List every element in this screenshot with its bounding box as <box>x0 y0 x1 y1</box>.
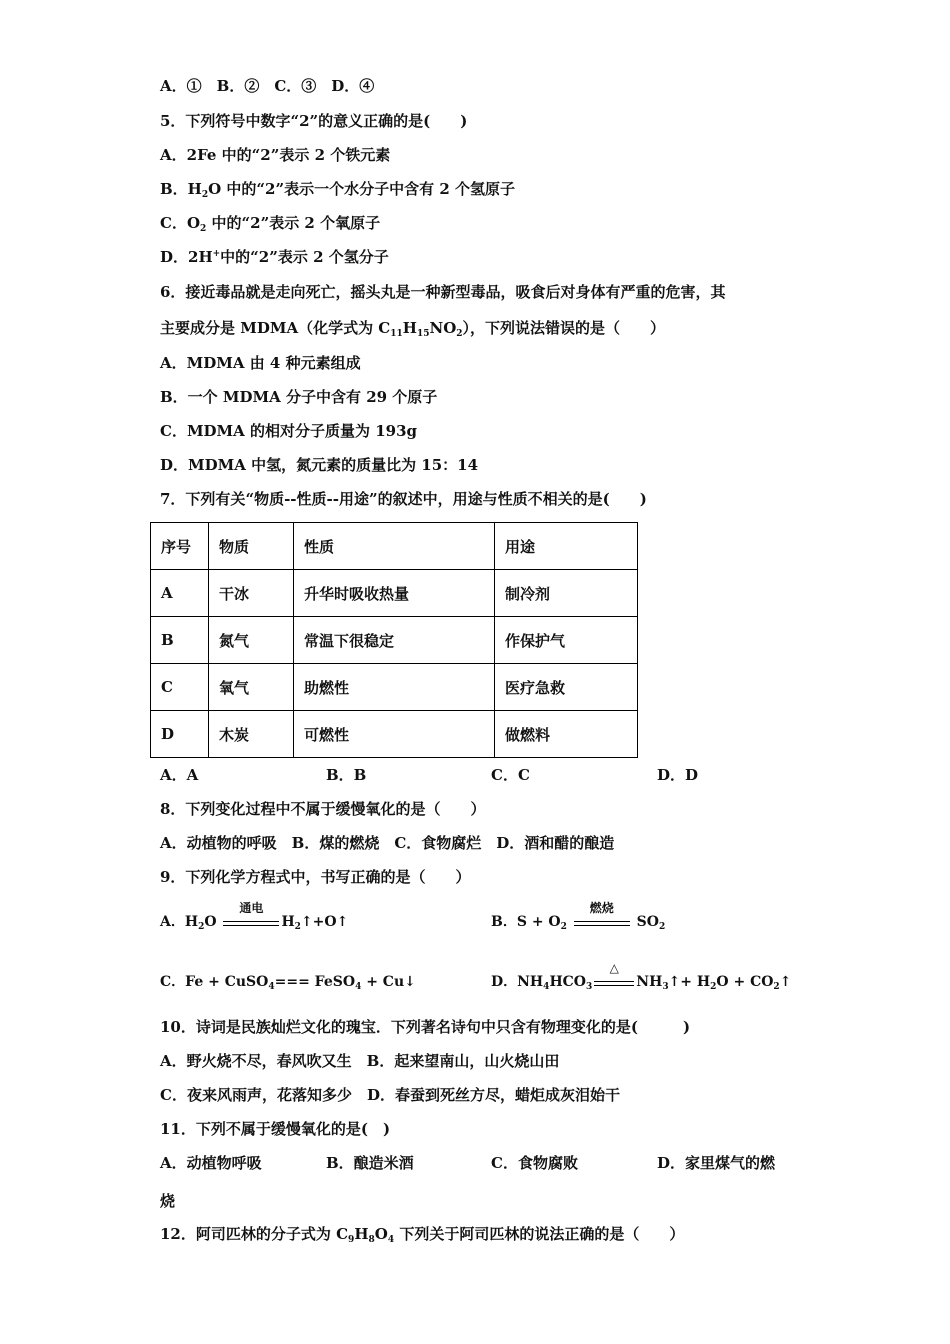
q9-a-sub2: 2 <box>294 922 301 932</box>
table-cell: 常温下很稳定 <box>294 617 495 664</box>
q6-sub-o: 2 <box>456 329 463 339</box>
table-cell: 木炭 <box>209 711 294 758</box>
q9-b-sub1: 2 <box>560 922 567 932</box>
q9-c-sub1: 4 <box>268 982 275 992</box>
condition-arrow <box>574 901 630 932</box>
condition-label: 通电 <box>239 901 264 915</box>
q5-b-sub: 2 <box>201 190 209 200</box>
q9-c-sub2: 4 <box>355 982 362 992</box>
condition-label: △ <box>609 961 619 975</box>
q9-option-b <box>491 901 666 932</box>
q9-option-d <box>491 961 792 992</box>
header-cell: 物质 <box>209 523 294 570</box>
q12-stem-pre: 12．阿司匹林的分子式为 C <box>160 1225 349 1243</box>
q9-a-o: O <box>204 914 217 930</box>
q7-option-c: C．C <box>491 766 530 784</box>
q7-table <box>150 522 638 758</box>
q9-d-nh: NH <box>636 974 663 990</box>
q10-options-line1: A．野火烧不尽，春风吹又生 B．起来望南山，山火烧山田 <box>160 1052 560 1070</box>
table-cell: C <box>151 664 209 711</box>
table-row <box>151 711 638 758</box>
q9-d-o: O + CO <box>716 974 774 990</box>
q6-sub-c: 11 <box>390 329 403 339</box>
q9-d-sub3: 3 <box>662 982 669 992</box>
q9-d-hco: HCO <box>549 974 587 990</box>
condition-label: 燃烧 <box>589 901 614 915</box>
q6-option-d: D．MDMA 中氢，氮元素的质量比为 15：14 <box>160 456 479 474</box>
q6-stem2-post: ），下列说法错误的是（ ） <box>462 319 666 337</box>
q9-d-post: ↑ <box>779 974 792 990</box>
q6-option-c: C．MDMA 的相对分子质量为 193g <box>160 422 418 440</box>
q5-c-sub: 2 <box>200 224 207 234</box>
q6-sub-h: 15 <box>416 329 430 339</box>
table-cell: 作保护气 <box>495 617 638 664</box>
q11-option-b: B．酿造米酒 <box>326 1154 414 1172</box>
q4-options: A．① B．② C．③ D．④ <box>160 77 375 95</box>
q9-option-a <box>160 901 349 932</box>
header-cell: 用途 <box>495 523 638 570</box>
table-cell: 助燃性 <box>294 664 495 711</box>
q7-stem: 7．下列有关“物质--性质--用途”的叙述中，用途与性质不相关的是( ) <box>160 490 647 508</box>
q12-stem <box>160 1224 684 1244</box>
q6-h: H <box>402 319 417 337</box>
q9-d-pre: D．NH <box>491 974 544 990</box>
q12-h: H <box>354 1225 369 1243</box>
table-row <box>151 664 638 711</box>
q9-a-pre: A．H <box>160 914 199 930</box>
header-cell: 序号 <box>151 523 209 570</box>
q11-stem: 11．下列不属于缓慢氧化的是( ) <box>160 1120 391 1138</box>
table-row <box>151 570 638 617</box>
q5-d-post: 中的“2”表示 2 个氢分子 <box>220 248 389 266</box>
q9-stem: 9．下列化学方程式中，书写正确的是（ ） <box>160 868 471 886</box>
q5-stem: 5．下列符号中数字“2”的意义正确的是( ) <box>160 112 468 130</box>
q9-c-mid: === FeSO <box>274 974 356 990</box>
q6-stem2-pre: 主要成分是 MDMA（化学式为 C <box>160 319 391 337</box>
q9-a-sub1: 2 <box>198 922 205 932</box>
table-cell: A <box>151 570 209 617</box>
q5-option-d <box>160 247 389 267</box>
q7-option-b: B．B <box>326 766 367 784</box>
q5-option-a: A．2Fe 中的“2”表示 2 个铁元素 <box>160 146 391 164</box>
q9-b-so: SO <box>636 914 659 930</box>
q6-no: NO <box>429 319 457 337</box>
table-cell: 制冷剂 <box>495 570 638 617</box>
q6-option-a: A．MDMA 由 4 种元素组成 <box>160 354 361 372</box>
q9-c-post: + Cu↓ <box>361 974 416 990</box>
q11-option-d: D．家里煤气的燃 <box>657 1154 776 1172</box>
table-cell: 做燃料 <box>495 711 638 758</box>
table-header-row <box>151 523 638 570</box>
q8-stem: 8．下列变化过程中不属于缓慢氧化的是（ ） <box>160 800 486 818</box>
q5-option-b <box>160 179 515 199</box>
q5-d-pre: D．2H <box>160 248 213 266</box>
q9-d-sub1: 4 <box>543 982 550 992</box>
q5-option-c <box>160 213 380 233</box>
q12-sub-o: 4 <box>387 1235 395 1245</box>
q7-option-a: A．A <box>160 766 199 784</box>
q6-stem-line2 <box>160 318 665 338</box>
q10-stem: 10．诗词是民族灿烂文化的瑰宝．下列著名诗句中只含有物理变化的是( ) <box>160 1018 691 1036</box>
condition-arrow <box>594 961 634 992</box>
q12-stem-post: 下列关于阿司匹林的说法正确的是（ ） <box>394 1225 685 1243</box>
q6-stem-line1: 6．接近毒品就是走向死亡，摇头丸是一种新型毒品，吸食后对身体有严重的危害，其 <box>160 283 726 301</box>
q9-a-post: ↑+O↑ <box>300 914 349 930</box>
q12-sub-h: 8 <box>368 1235 375 1245</box>
q11-option-c: C．食物腐败 <box>491 1154 578 1172</box>
q12-sub-c: 9 <box>348 1235 355 1245</box>
q8-options: A．动植物的呼吸 B．煤的燃烧 C．食物腐烂 D．酒和醋的酿造 <box>160 834 615 852</box>
table-cell: 氧气 <box>209 664 294 711</box>
q5-c-pre: C．O <box>160 214 201 232</box>
table-cell: D <box>151 711 209 758</box>
q10-options-line2: C．夜来风雨声，花落知多少 D．春蚕到死丝方尽，蜡炬成灰泪始干 <box>160 1086 620 1104</box>
q11-option-d-wrap: 烧 <box>160 1192 176 1210</box>
table-cell: 可燃性 <box>294 711 495 758</box>
q9-d-sub5: 2 <box>773 982 780 992</box>
q11-option-a: A．动植物呼吸 <box>160 1154 262 1172</box>
q9-a-h: H <box>281 914 295 930</box>
q5-d-sup: + <box>212 249 221 259</box>
condition-arrow <box>223 901 279 932</box>
table-row <box>151 617 638 664</box>
q7-option-d: D．D <box>657 766 699 784</box>
table-cell: 干冰 <box>209 570 294 617</box>
q12-o: O <box>374 1225 388 1243</box>
q5-c-post: 中的“2”表示 2 个氧原子 <box>206 214 381 232</box>
q9-d-mid: ↑+ H <box>668 974 711 990</box>
table-cell: B <box>151 617 209 664</box>
q5-b-pre: B．H <box>160 180 202 198</box>
table-cell: 医疗急救 <box>495 664 638 711</box>
q9-d-sub4: 2 <box>710 982 717 992</box>
q5-b-post: O 中的“2”表示一个水分子中含有 2 个氢原子 <box>208 180 515 198</box>
header-cell: 性质 <box>294 523 495 570</box>
q9-option-c <box>160 972 416 992</box>
q9-b-pre: B．S + O <box>491 914 561 930</box>
q6-option-b: B．一个 MDMA 分子中含有 29 个原子 <box>160 388 438 406</box>
table-cell: 升华时吸收热量 <box>294 570 495 617</box>
table-cell: 氮气 <box>209 617 294 664</box>
q9-d-sub2: 3 <box>586 982 593 992</box>
q9-c-pre: C．Fe + CuSO <box>160 974 269 990</box>
q9-b-sub2: 2 <box>658 922 666 932</box>
